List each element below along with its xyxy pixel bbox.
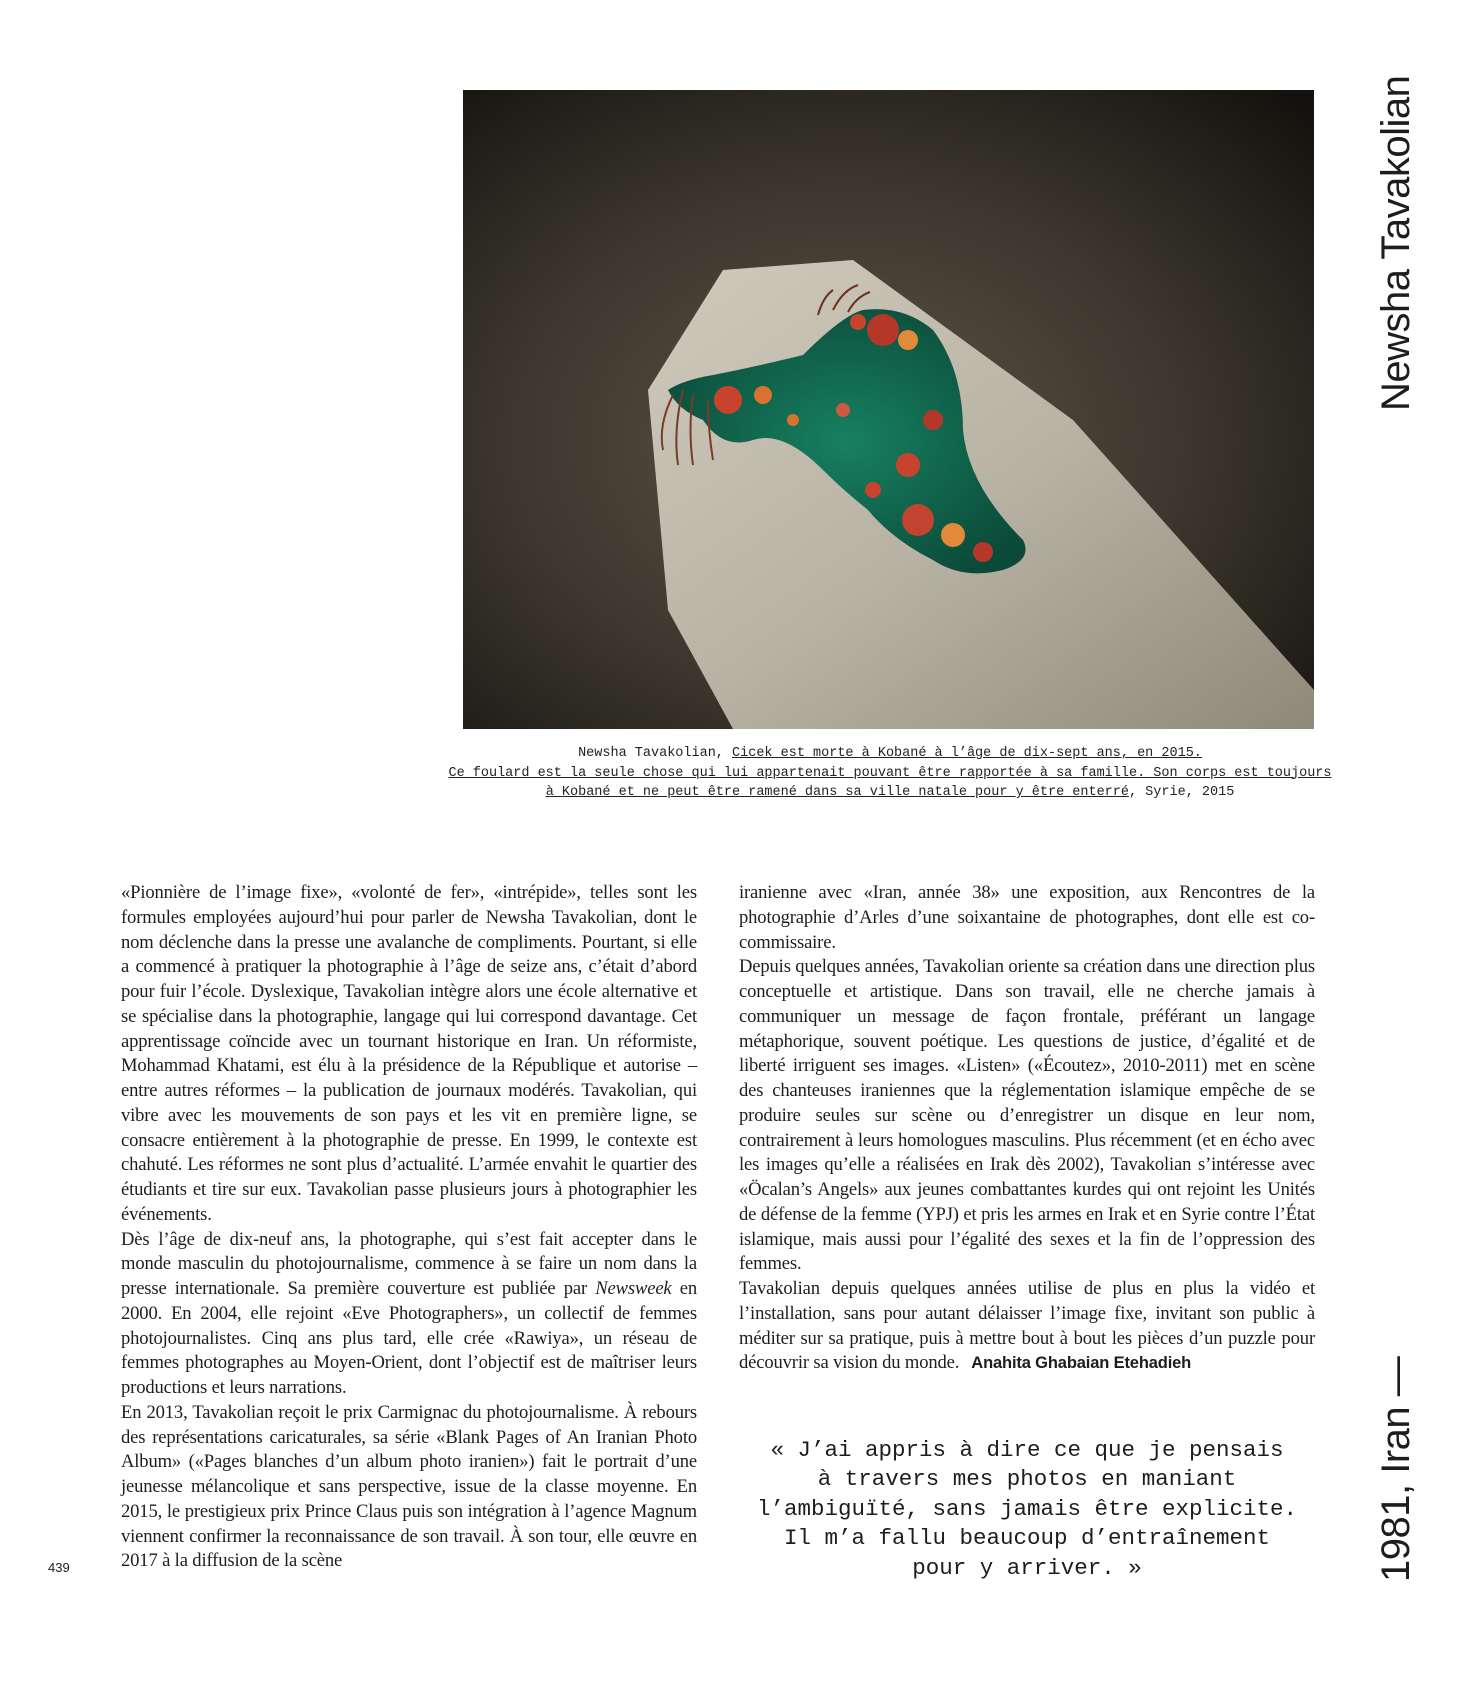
vertical-artist-name: Newsha Tavakolian [1374, 75, 1418, 411]
pull-quote [732, 1436, 1322, 1583]
paragraph [121, 1228, 697, 1401]
caption-title-line-3: à Kobané et ne peut être ramené dans sa ville natale pour y être enterré [545, 785, 1129, 800]
quote-line: à travers mes photos en maniant [817, 1466, 1237, 1493]
article-column-right [739, 881, 1315, 1376]
quote-line: Il m’a fallu beaucoup d’entraînement [783, 1525, 1271, 1552]
paragraph-text: en 2000. En 2004, elle rejoint «Eve Photographers», un collectif de femmes photojournalistes. Cinq ans plus tard, elle crée «Rawiya», un réseau de femmes photographes au Moyen-Orient, dont l’objectif est de maîtriser leurs productions et leurs narrations. [121, 1278, 697, 1398]
paragraph: En 2013, Tavakolian reçoit le prix Carmignac du photojournalisme. À rebours des représentations caricaturales, sa série «Blank Pages of An Iranian Photo Album» («Pages blanches d’un album photo iranien») fait le portrait d’une jeunesse mélancolique et sans perspective, issue de la classe moyenne. En 2015, le prestigieux prix Prince Claus puis son intégration à l’agence Magnum viennent confirmer la reconnaissance de son travail. À son tour, elle œuvre en 2017 à la diffusion de la scène [121, 1401, 697, 1572]
article-column-left [121, 881, 697, 1574]
caption-place-year: , Syrie, 2015 [1128, 785, 1235, 800]
quote-line: l’ambiguïté, sans jamais être explicite. [756, 1495, 1298, 1522]
magazine-name: Newsweek [595, 1278, 672, 1299]
author-signature: Anahita Ghabaian Etehadieh [971, 1354, 1192, 1373]
caption-title-line-2: Ce foulard est la seule chose qui lui appartenait pouvant être rapportée à sa famille. Son corps est toujours [448, 765, 1332, 781]
paragraph: «Pionnière de l’image fixe», «volonté de fer», «intrépide», telles sont les formules employées aujourd’hui pour parler de Newsha Tavakolian, dont le nom déclenche dans la presse une avalanche de compliments. Pourtant, si elle a commencé à pratiquer la photographie à l’âge de seize ans, c’était d’abord pour fuir l’école. Dyslexique, Tavakolian intègre alors une école alternative et se spécialise dans la photographie, langage qui lui correspond davantage. Cet apprentissage coïncide avec un tournant historique en Iran. Un réformiste, Mohammad Khatami, est élu à la présidence de la République et autorise – entre autres réformes – la publication de journaux modérés. Tavakolian, qui vibre avec les mouvements de son pays et les vit en première ligne, se consacre entièrement à la photographie de presse. En 1999, le contexte est chahuté. Les réformes ne sont plus d’actualité. L’armée envahit le quartier des étudiants et tire sur eux. Tavakolian passe plusieurs jours à photographier les événements. [121, 882, 697, 1225]
photo-caption [430, 744, 1350, 803]
quote-line: « J’ai appris à dire ce que je pensais [770, 1437, 1284, 1463]
paragraph-text: Tavakolian depuis quelques années utilise de plus en plus la vidéo et l’installation, sans pour autant délaisser l’image fixe, invitant son public à méditer sur sa pratique, puis à mettre bout à bout les pièces d’un puzzle pour découvrir sa vision du monde. [739, 1278, 1315, 1374]
paragraph-text: Dès l’âge de dix-neuf ans, la photographe, qui s’est fait accepter dans le monde masculin du photojournalisme, commence à se faire un nom dans la presse internationale. Sa première couverture est publiée par [121, 1228, 697, 1299]
paragraph: iranienne avec «Iran, année 38» une exposition, aux Rencontres de la photographie d’Arles d’une soixantaine de photographes, dont elle est co-commissaire. [739, 882, 1315, 953]
caption-line-1 [430, 744, 1350, 764]
photo-scarf-on-floor [463, 90, 1314, 729]
page-number: 439 [48, 1560, 70, 1575]
caption-artist: Newsha Tavakolian, [578, 746, 733, 761]
paragraph: Depuis quelques années, Tavakolian oriente sa création dans une direction plus conceptuelle et artistique. Dans son travail, elle ne cherche jamais à communiquer un message de façon frontale, préférant un langage métaphorique, souvent poétique. Les questions de justice, d’égalité et de liberté irriguent ses images. «Listen» («Écoutez», 2010-2011) met en scène des chanteuses iraniennes que la réglementation islamique empêche de se produire seules sur scène ou d’enregistrer un disque en leur nom, contrairement à leurs homologues masculins. Plus récemment (et en écho avec les images qu’elle a réalisées en Irak dès 2002), Tavakolian s’intéresse avec «Öcalan’s Angels» aux jeunes combattantes kurdes qui ont rejoint les Unités de défense de la femme (YPJ) et pris les armes en Irak et en Syrie contre l’État islamique, mais aussi pour l’égalité des sexes et la fin de l’oppression des femmes. [739, 956, 1315, 1275]
caption-line-3 [430, 783, 1350, 803]
paragraph [739, 1277, 1315, 1376]
quote-line: pour y arriver. » [912, 1554, 1142, 1581]
vertical-birth-info: 1981, Iran — [1374, 1356, 1418, 1582]
caption-title-line-1: Cicek est morte à Kobané à l’âge de dix-sept ans, en 2015. [732, 746, 1202, 761]
